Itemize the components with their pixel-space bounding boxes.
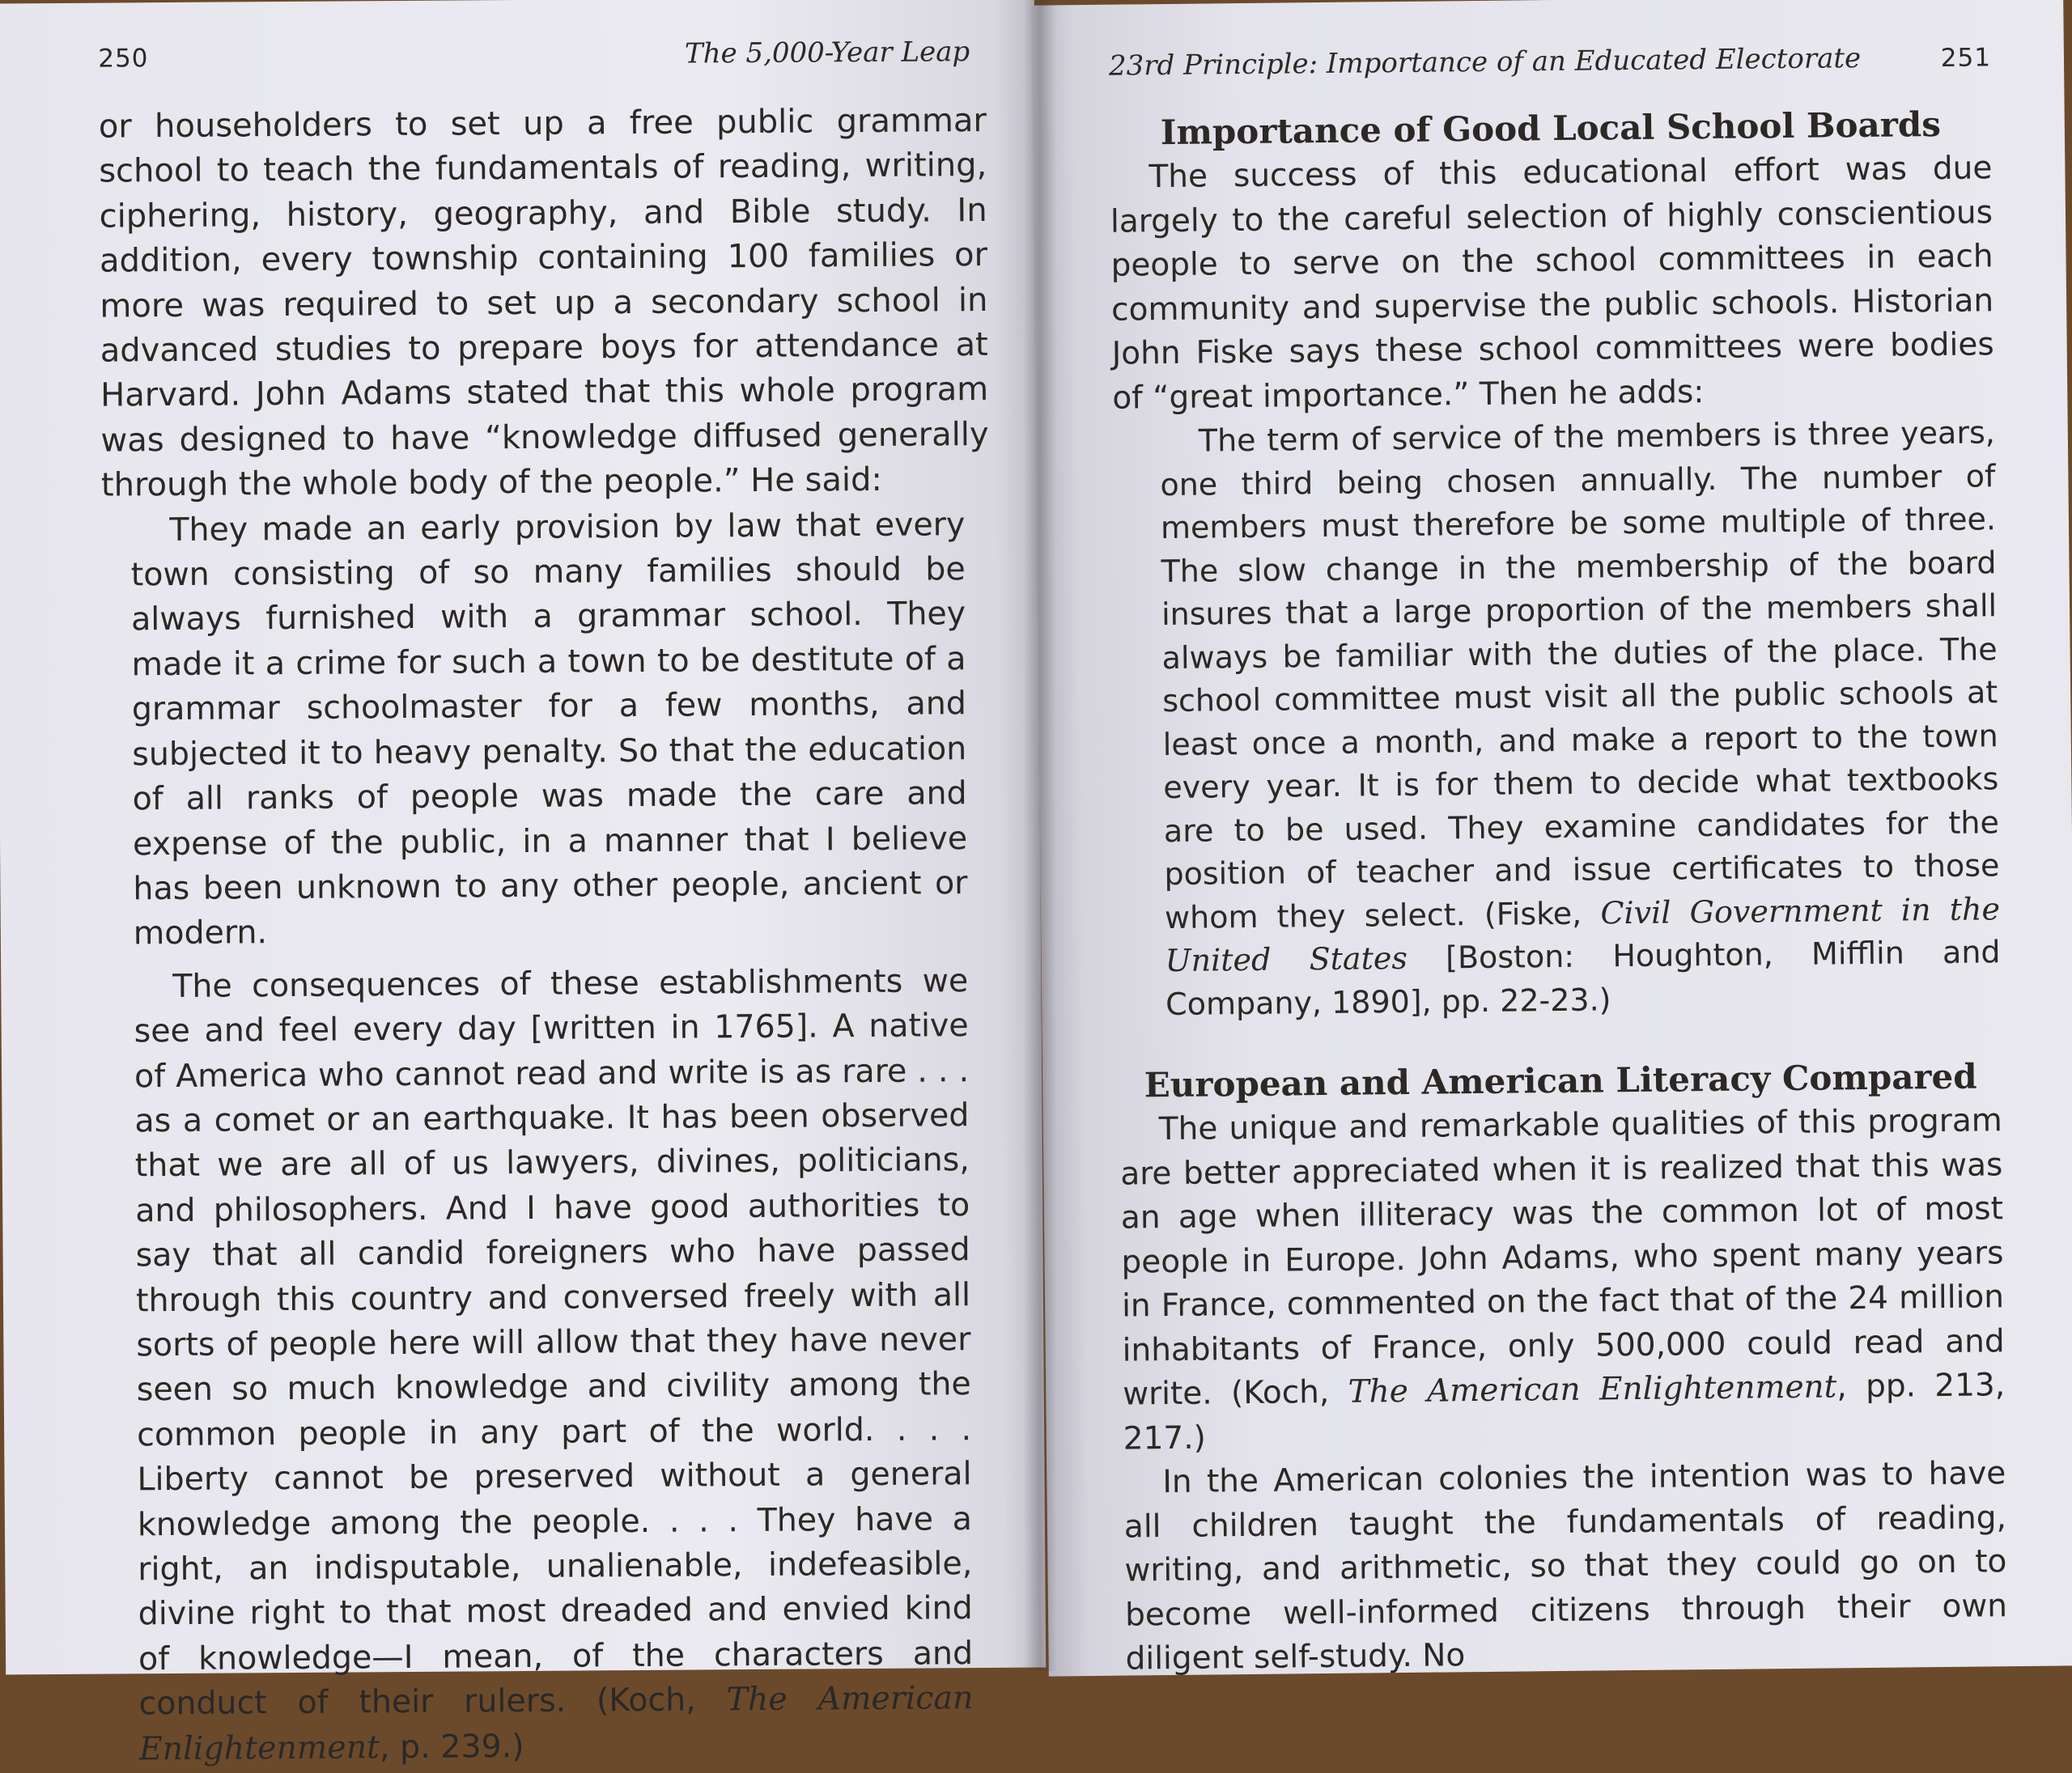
body-paragraph: In the American colonies the intention was to have all children taught the fundamentals of reading, writing, and arithmetic, so that they could go on to become well-informed citizens through their own diligent self-study. No — [1123, 1455, 2008, 1678]
right-page — [1031, 0, 2072, 1677]
adams-quote — [130, 503, 974, 1772]
book-gutter — [1024, 0, 1056, 1671]
section-heading: Importance of Good Local School Boards — [1160, 104, 1942, 153]
opening-paragraph: or householders to set up a free public grammar school to teach the fundamentals of reading, writing, ciphering, history, geography, and Bible study. In addition, every township containing 100 families or more was required to set up a secondary school in advanced studies to prepare boys for attendance at Harvard. John Adams stated that this whole program was designed to have “knowledge diffused generally through the whole body of the people.” He said: — [98, 101, 989, 504]
quote-paragraph — [1160, 411, 2002, 1026]
body-paragraph — [1120, 1099, 2006, 1461]
paragraph-text: The unique and remarkable qualities of this program are better appreciated when it is realized that this was an age when illiteracy was the common lot of most people in Europe. John Adams, who spent many years in France, commented on the fact that of the 24 million inhabitants of France, only 500,000 could read and write. (Koch, — [1120, 1102, 2005, 1413]
quote-paragraph — [134, 959, 974, 1771]
citation-end: , p. 239.) — [379, 1727, 524, 1766]
citation-title: The American Enlightenment — [1348, 1368, 1837, 1410]
section-heading: European and American Literacy Compared — [1144, 1056, 1977, 1105]
right-running-head — [1108, 0, 1991, 99]
citation-title: Civil Government in the United States — [1165, 890, 2001, 979]
chapter-title: 23rd Principle: Importance of an Educated Electorate — [1108, 42, 1862, 83]
body-paragraph: The success of this educational effort was due largely to the careful selection of highly conscientious people to serve on the school committees in each community and supervise the public schools. Historian John Fiske says these school committees were bodies of “great importance.” Then he adds: — [1110, 150, 1994, 417]
book-title: The 5,000-Year Leap — [684, 36, 970, 70]
citation-title: The American Enlightenment — [138, 1679, 974, 1767]
page-number-right: 251 — [1940, 43, 1992, 73]
quote-text: The consequences of these establishments we see and feel every day [written in 1765]. A native of America who cannot read and write is as rare . . . as a comet or an earthquake. It has been observed that we are all of us lawyers, divines, politicians, and philosophers. And I have good authorities to say that all candid foreigners who have passed through this country and conversed freely with all sorts of people here will allow that they have never seen so much knowledge and civility among the common people in any part of the world. . . . Liberty cannot be preserved without a general knowledge among the people. . . . They have a right, an indisputable, unalienable, indefeasible, divine right to that most dreaded and envied kind of knowledge—I mean, of the characters and conduct of their rulers. (Koch, — [134, 961, 974, 1723]
citation-end: , pp. 213, 217.) — [1123, 1367, 2006, 1457]
citation-end: [Boston: Houghton, Mifflin and Company, 1890], pp. 22-23.) — [1165, 934, 2001, 1022]
left-running-head — [98, 0, 987, 91]
quote-text: The term of service of the members is three years, one third being chosen annually. The number of members must therefore be some multiple of three. The slow change in the membership of the board insures that a large proportion of the members shall always be familiar with the duties of the place. The school committee must visit all the public schools at least once a month, and make a report to the town every year. It is for them to decide what textbooks are to be used. They examine candidates for the position of teacher and issue certificates to those whom they select. (Fiske, — [1160, 414, 2000, 935]
fiske-quote — [1160, 411, 2002, 1026]
quote-paragraph: They made an early provision by law that every town consisting of so many families should be always furnished with a grammar school. They made it a crime for such a town to be destitute of a grammar schoolmaster for a few months, and subjected it to heavy penalty. So that the education of all ranks of people was made the care and expense of the public, in a manner that I believe has been unknown to any other people, ancient or modern. — [130, 505, 968, 952]
page-number-left: 250 — [98, 44, 149, 74]
